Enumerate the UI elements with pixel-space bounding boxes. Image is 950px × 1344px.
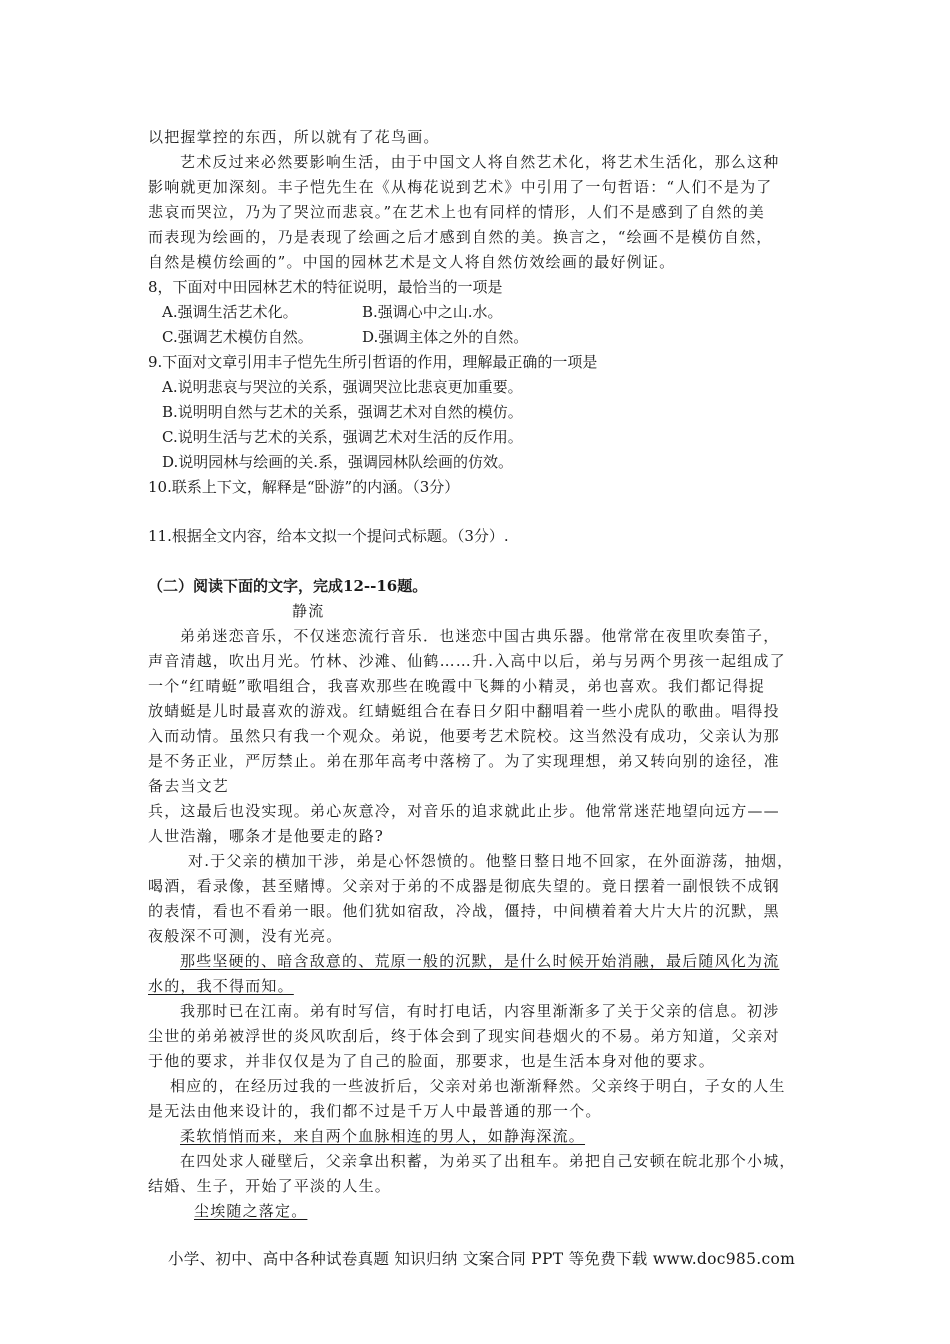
question-9-option-c: C.说明生活与艺术的关系，强调艺术对生活的反作用。 xyxy=(162,428,523,446)
story-line: 相应的，在经历过我的一些波折后，父亲对弟也渐渐释然。父亲终于明白，子女的人生 xyxy=(170,1077,786,1095)
story-line: 对.于父亲的横加干涉，弟是心怀怨愤的。他整日整日地不回家，在外面游荡，抽烟， xyxy=(188,852,794,870)
passage-line: 悲哀而哭泣，乃为了哭泣而悲哀。”在艺术上也有同样的情形，人们不是感到了自然的美 xyxy=(148,203,765,221)
question-8-option-b: B.强调心中之山.水。 xyxy=(362,303,503,321)
passage-line: 艺术反过来必然要影响生活，由于中国文人将自然艺术化，将艺术生活化，那么这种 xyxy=(180,153,780,171)
story-line: 尘世的弟弟被浮世的炎风吹刮后，终于体会到了现实间巷烟火的不易。弟方知道，父亲对 xyxy=(148,1027,780,1045)
story-line: 的表情，看也不看弟一眼。他们犹如宿敌，冷战，僵持，中间横着着大片大片的沉默，黑 xyxy=(148,902,780,920)
passage-line: 以把握掌控的东西，所以就有了花鸟画。 xyxy=(148,128,440,146)
story-line: 备去当文艺 xyxy=(148,777,230,795)
story-line: 人世浩瀚，哪条才是他要走的路? xyxy=(148,827,385,845)
story-line: 放蜻蜓是儿时最喜欢的游戏。红蜻蜓组合在春日夕阳中翻唱着一些小虎队的歌曲。唱得投 xyxy=(148,702,780,720)
story-line: 我那时已在江南。弟有时写信，有时打电话，内容里渐渐多了关于父亲的信息。初涉 xyxy=(180,1002,780,1020)
story-line: 声音清越，吹出月光。竹林、沙滩、仙鹤……升.入高中以后，弟与另两个男孩一起组成了 xyxy=(148,652,786,670)
story-underlined-line: 水的，我不得而知。 xyxy=(148,977,294,995)
story-underlined-line: 尘埃随之落定。 xyxy=(194,1202,308,1220)
question-10: 10.联系上下文，解释是“卧游”的内涵。（3分） xyxy=(148,478,460,496)
story-line: 夜般深不可测，没有光亮。 xyxy=(148,927,343,945)
question-11: 11.根据全文内容，给本文拟一个提问式标题。（3分）. xyxy=(148,527,509,545)
question-8-option-c: C.强调艺术模仿自然。 xyxy=(162,328,313,346)
story-line: 在四处求人碰壁后，父亲拿出积蓄，为弟买了出租车。弟把自己安顿在皖北那个小城， xyxy=(180,1152,796,1170)
question-8-option-d: D.强调主体之外的自然。 xyxy=(362,328,529,346)
story-line: 一个“红晴蜓”歌唱组合，我喜欢那些在晚霞中飞舞的小精灵，弟也喜欢。我们都记得捉 xyxy=(148,677,766,695)
passage-line: 自然是模仿绘画的”。中国的园林艺术是文人将自然仿效绘画的最好例证。 xyxy=(148,253,676,271)
passage-line: 而表现为绘画的，乃是表现了绘画之后才感到自然的美。换言之，“绘画不是模仿自然， xyxy=(148,228,773,246)
story-line: 喝酒，看录像，甚至赌博。父亲对于弟的不成器是彻底失望的。竟日摆着一副恨铁不成钢 xyxy=(148,877,780,895)
question-9-option-a: A.说明悲哀与哭泣的关系，强调哭泣比悲哀更加重要。 xyxy=(162,378,523,396)
page-footer: 小学、初中、高中各种试卷真题 知识归纳 文案合同 PPT 等免费下载 www.doc985.com xyxy=(168,1250,796,1268)
story-line: 入而动情。虽然只有我一个观众。弟说，他要考艺术院校。这当然没有成功，父亲认为那 xyxy=(148,727,780,745)
story-line: 弟弟迷恋音乐，不仅迷恋流行音乐．也迷恋中国古典乐器。他常常在夜里吹奏笛子， xyxy=(180,627,780,645)
story-underlined-line: 柔软悄悄而来，来自两个血脉相连的男人，如静海深流。 xyxy=(180,1127,586,1145)
question-9-option-d: D.说明园林与绘画的关.系，强调园林队绘画的仿效。 xyxy=(162,453,514,471)
story-line: 于他的要求，并非仅仅是为了自己的脸面，那要求，也是生活本身对他的要求。 xyxy=(148,1052,716,1070)
passage-line: 影响就更加深刻。丰子恺先生在《从梅花说到艺术》中引用了一句哲语：“人们不是为了 xyxy=(148,178,773,196)
question-9-option-b: B.说明明自然与艺术的关系，强调艺术对自然的模仿。 xyxy=(162,403,523,421)
section-heading: （二）阅读下面的文字，完成12--16题。 xyxy=(148,577,428,595)
question-9-stem: 9.下面对文章引用丰子恺先生所引哲语的作用，理解最正确的一项是 xyxy=(148,353,598,371)
question-8-option-a: A.强调生活艺术化。 xyxy=(162,303,298,321)
story-line: 兵，这最后也没实现。弟心灰意冷，对音乐的追求就此止步。他常常迷茫地望向远方—— xyxy=(148,802,780,820)
story-line: 是不务正业，严厉禁止。弟在那年高考中落榜了。为了实现理想，弟又转向别的途径，准 xyxy=(148,752,780,770)
question-8-stem: 8，下面对中田园林艺术的特征说明，最恰当的一项是 xyxy=(148,278,503,296)
story-line: 是无法由他来设计的，我们都不过是千万人中最普通的那一个。 xyxy=(148,1102,602,1120)
story-underlined-line: 那些坚硬的、暗含敌意的、荒原一般的沉默，是什么时候开始消融，最后随风化为流 xyxy=(180,952,780,970)
story-title: 静流 xyxy=(292,602,325,620)
story-line: 结婚、生子，开始了平淡的人生。 xyxy=(148,1177,392,1195)
